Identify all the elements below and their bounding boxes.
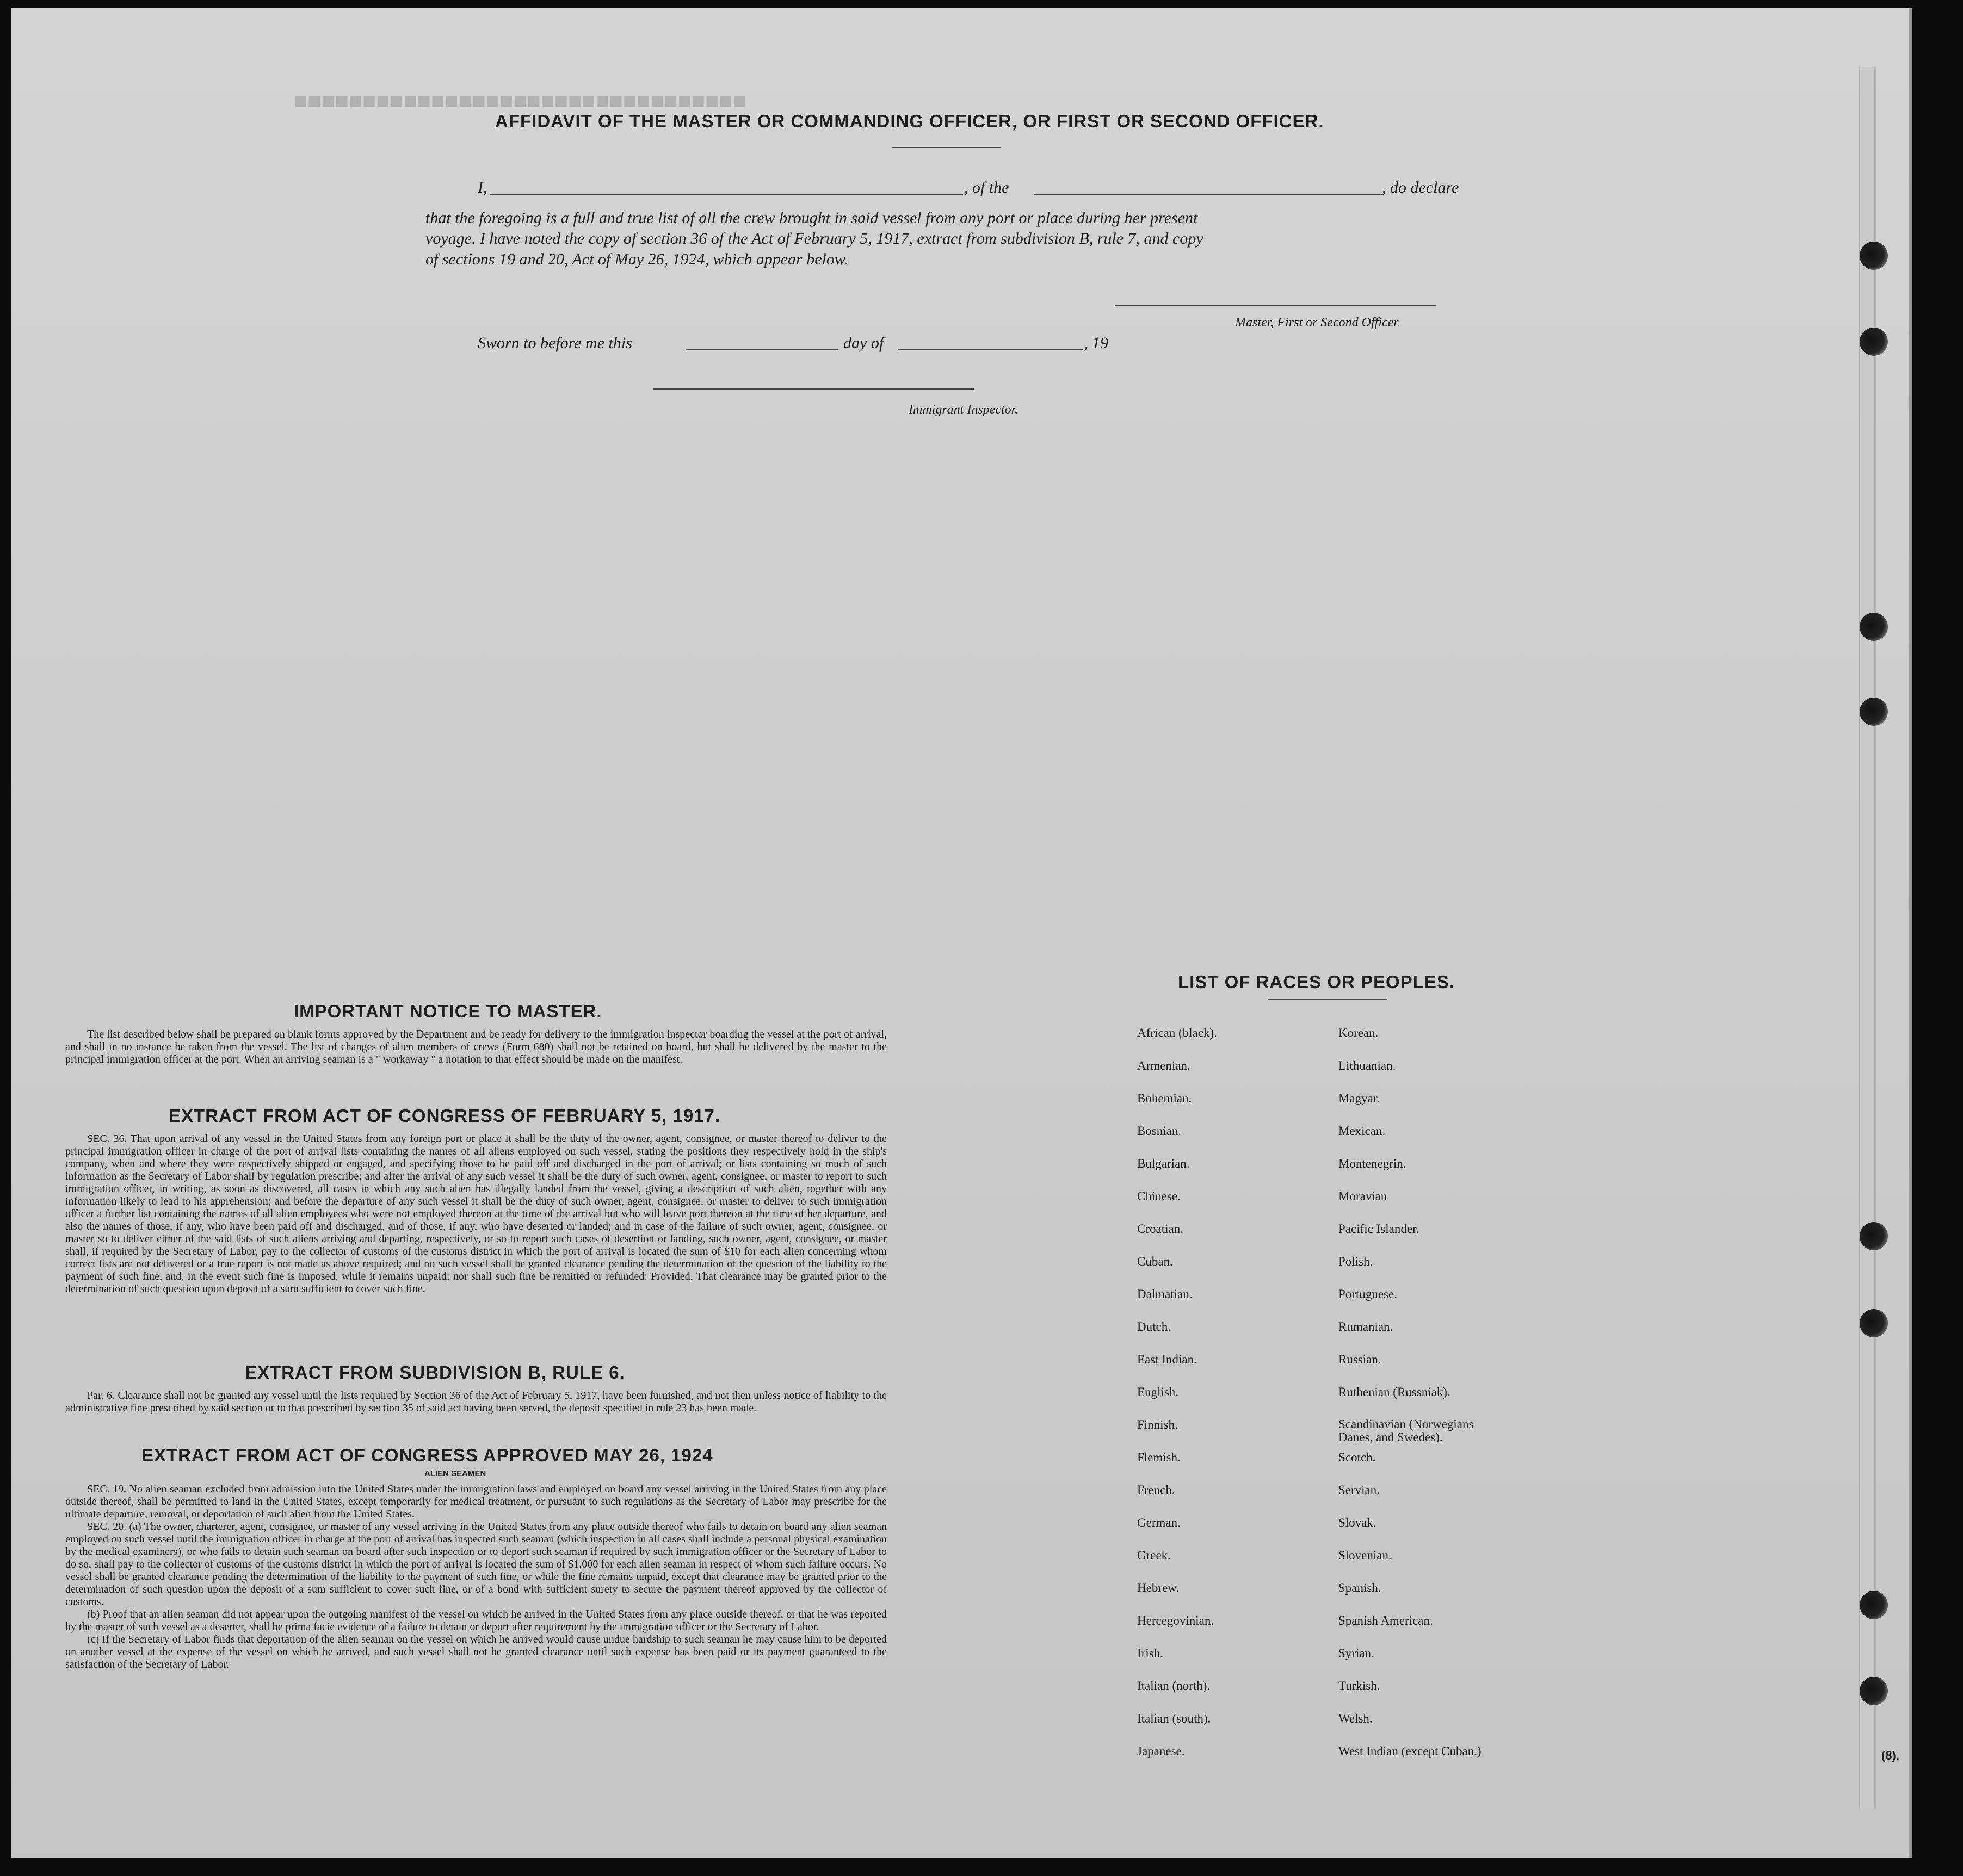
title-rule	[892, 147, 1001, 148]
race-item: Scotch.	[1338, 1451, 1376, 1464]
extract-1924-title: EXTRACT FROM ACT OF CONGRESS APPROVED MAY 26, 1924	[141, 1445, 713, 1465]
race-item: Turkish.	[1338, 1679, 1380, 1693]
notice-body	[65, 1028, 887, 1066]
vessel-name-field[interactable]	[1034, 194, 1382, 195]
declarant-name-field[interactable]	[490, 194, 963, 195]
race-item: French.	[1137, 1483, 1175, 1497]
race-item: Italian (south).	[1137, 1712, 1211, 1725]
races-title: LIST OF RACES OR PEOPLES.	[1178, 972, 1455, 992]
race-item: Moravian	[1338, 1189, 1387, 1203]
binder-hole	[1860, 1309, 1888, 1337]
race-item: Bulgarian.	[1137, 1157, 1190, 1170]
binder-hole	[1860, 242, 1888, 270]
extract-1924-body	[65, 1483, 887, 1671]
affidavit-title: AFFIDAVIT OF THE MASTER OR COMMANDING OFFICER, OR FIRST OR SECOND OFFICER.	[495, 111, 1324, 131]
race-item: Slovenian.	[1338, 1548, 1392, 1562]
sec-20b-text: (b) Proof that an alien seaman did not appear upon the outgoing manifest of the vessel on which he arrived in the United States from any place outside thereof, or that he was reported by the master of such vessel as a deserter, shall be prima facie evidence of a failure to detain or deport after requirement by the immigration officer or the Secretary of Labor.	[65, 1608, 887, 1633]
race-item: Pacific Islander.	[1338, 1222, 1419, 1236]
race-item: Syrian.	[1338, 1646, 1374, 1660]
binder-hole	[1860, 698, 1888, 726]
binder-hole	[1860, 328, 1888, 356]
race-item: English.	[1137, 1385, 1179, 1399]
extract-1924-subtitle: ALIEN SEAMEN	[424, 1469, 486, 1478]
extract-rule6-text: Par. 6. Clearance shall not be granted any vessel until the lists required by Section 36 of the Act of February 5, 1917, have been furnished, and not then unless notice of liability to the administrative fine prescribed by said section or to that prescribed by section 35 of said act having been served, the deposit specified in rule 23 has been made.	[65, 1390, 887, 1414]
race-item: Flemish.	[1137, 1451, 1181, 1464]
race-item: Italian (north).	[1137, 1679, 1211, 1693]
race-item: Spanish.	[1338, 1581, 1381, 1595]
race-item: Mexican.	[1338, 1124, 1386, 1138]
race-item: Cuban.	[1137, 1255, 1173, 1268]
race-item: Lithuanian.	[1338, 1059, 1396, 1072]
extract-1917-title: EXTRACT FROM ACT OF CONGRESS OF FEBRUARY 5, 1917.	[169, 1106, 721, 1126]
declaration-line-1: that the foregoing is a full and true list of all the crew brought in said vessel from any port or place during her present	[425, 209, 1198, 227]
race-item: Chinese.	[1137, 1189, 1181, 1203]
master-signature-caption: Master, First or Second Officer.	[1235, 316, 1400, 330]
declaration-line-3: of sections 19 and 20, Act of May 26, 1924, which appear below.	[425, 250, 849, 268]
race-item: West Indian (except Cuban.)	[1338, 1744, 1481, 1758]
race-item: Finnish.	[1137, 1418, 1178, 1431]
sworn-day-field[interactable]	[686, 349, 838, 350]
affidavit-do-declare: , do declare	[1382, 178, 1459, 196]
inspector-signature-line[interactable]	[653, 388, 974, 390]
race-item: Spanish American.	[1338, 1614, 1433, 1627]
binder-hole	[1860, 1591, 1888, 1619]
races-left-column	[1137, 1026, 1311, 1777]
race-item: Russian.	[1338, 1353, 1381, 1366]
affidavit-i-label: I,	[478, 178, 487, 196]
affidavit-of-the: , of the	[964, 178, 1009, 196]
race-item: Magyar.	[1338, 1091, 1380, 1105]
race-item: East Indian.	[1137, 1353, 1197, 1366]
race-item: German.	[1137, 1516, 1181, 1529]
race-item: Irish.	[1137, 1646, 1163, 1660]
race-item: Servian.	[1338, 1483, 1380, 1497]
race-item: Dutch.	[1137, 1320, 1171, 1334]
race-item: Hebrew.	[1137, 1581, 1180, 1595]
sworn-month-field[interactable]	[898, 349, 1083, 350]
race-item: Bohemian.	[1137, 1091, 1192, 1105]
extract-rule6-title: EXTRACT FROM SUBDIVISION B, RULE 6.	[245, 1362, 625, 1383]
form-page	[11, 8, 1912, 1858]
race-item: Ruthenian (Russniak).	[1338, 1385, 1450, 1399]
extract-1917-body	[65, 1133, 887, 1295]
year-prefix: , 19	[1084, 334, 1108, 352]
race-item: Rumanian.	[1338, 1320, 1393, 1334]
race-item: Scandinavian (Norwegians Danes, and Swedes).	[1338, 1417, 1474, 1444]
margin-mark: (8).	[1881, 1749, 1899, 1762]
master-signature-line[interactable]	[1115, 305, 1436, 306]
binder-hole	[1860, 613, 1888, 641]
race-item: Portuguese.	[1338, 1287, 1397, 1301]
race-item: Dalmatian.	[1137, 1287, 1193, 1301]
sworn-label: Sworn to before me this	[478, 334, 632, 352]
binder-hole	[1860, 1677, 1888, 1705]
race-item: Japanese.	[1137, 1744, 1185, 1758]
race-item: Armenian.	[1137, 1059, 1190, 1072]
race-item: Greek.	[1137, 1548, 1171, 1562]
races-title-rule	[1268, 999, 1387, 1000]
show-through-text: ■■■■■■■■■■■■■■■■■■■■■■■■■■■■■■■■■	[294, 89, 746, 115]
race-item: Welsh.	[1338, 1712, 1373, 1725]
race-item: Korean.	[1338, 1026, 1379, 1040]
sec-20a-text: SEC. 20. (a) The owner, charterer, agent, consignee, or master of any vessel arriving in the United States from any place outside thereof who fails to detain on board any alien seaman employed on such vessel until the immigration officer in charge at the port of arrival has inspected such seaman (which inspection in all cases shall include a personal physical examination by the medical examiners), or who fails to detain such seaman on board after such inspection or to deport such seaman if required by such immigration officer or the Secretary of Labor to do so, shall pay to the collector of customs of the customs district in which the port of arrival is located the sum of $1,000 for each alien seaman in respect of whom such failure occurs. No vessel shall be granted clearance pending the determination of the liability to the payment of such fine, or while the fine remains unpaid, except that clearance may be granted prior to the determination of such question upon the deposit of a sum sufficient to cover such fine, or of a bond with sufficient surety to secure the payment thereof approved by the collector of customs.	[65, 1521, 887, 1608]
races-right-column	[1338, 1026, 1567, 1777]
race-item: Bosnian.	[1137, 1124, 1182, 1138]
extract-rule6-body	[65, 1390, 887, 1415]
race-item: Montenegrin.	[1338, 1157, 1406, 1170]
race-item: Hercegovinian.	[1137, 1614, 1214, 1627]
notice-text: The list described below shall be prepared on blank forms approved by the Department and be ready for delivery to the immigration inspector boarding the vessel at the port of arrival, and shall in no instance be taken from the vessel. The list of changes of alien members of crews (Form 680) shall not be retained on board, but shall be delivered by the master to the principal immigration officer at the port. When an arriving seaman is a " workaway " a notation to that effect should be made on the manifest.	[65, 1028, 887, 1065]
day-of-label: day of	[843, 334, 884, 352]
race-item: Croatian.	[1137, 1222, 1183, 1236]
extract-1917-text: SEC. 36. That upon arrival of any vessel in the United States from any foreign port or place it shall be the duty of the owner, agent, consignee, or master thereof to deliver to the principal immigration officer in charge of the port of arrival lists containing the names of all aliens employed on such vessel, stating the positions they respectively hold in the ship's company, when and where they were respectively shipped or engaged, and specifying those to be paid off and discharged in the port of arrival; or lists containing so much of such information as the Secretary of Labor shall by regulation prescribe; and after the arrival of any such vessel it shall be the duty of such owner, agent, consignee, or master to report to such immigration officer, in writing, as soon as discovered, all cases in which any such alien has illegally landed from the vessel, giving a description of such alien, together with any information likely to lead to his apprehension; and before the departure of any such vessel it shall be the duty of such owner, agent, consignee, or master to deliver to such immigration officer a further list containing the names of all alien employees who were not employed thereon at the time of the arrival but who will leave port thereon at the time of her departure, and also the names of those, if any, who have been paid off and discharged, and of those, if any, who have deserted or landed; and in case of the failure of such owner, agent, consignee, or master so to deliver either of the said lists of such aliens arriving and departing, respectively, or so to report such cases of desertion or landing, such owner, agent, consignee, or master shall, if required by the Secretary of Labor, pay to the collector of customs of the customs district in which the port of arrival is located the sum of $10 for each alien concerning whom correct lists are not delivered or a true report is not made as above required; and no such vessel shall be granted clearance pending the determination of the question of the liability to the payment of such fine, and, in the event such fine is imposed, while it remains unpaid; nor shall such fine be remitted or refunded: Provided, That clearance may be granted prior to the determination of such question upon deposit of a sum sufficient to cover such fine.	[65, 1133, 887, 1295]
race-item: Polish.	[1338, 1255, 1373, 1268]
inspector-caption: Immigrant Inspector.	[909, 403, 1018, 417]
race-item: Slovak.	[1338, 1516, 1376, 1529]
binder-hole	[1860, 1222, 1888, 1250]
race-item: African (black).	[1137, 1026, 1217, 1040]
declaration-line-2: voyage. I have noted the copy of section 36 of the Act of February 5, 1917, extract from subdivision B, rule 7, and copy	[425, 230, 1203, 248]
notice-title: IMPORTANT NOTICE TO MASTER.	[294, 1001, 602, 1021]
sec-20c-text: (c) If the Secretary of Labor finds that deportation of the alien seaman on the vessel on which he arrived would cause undue hardship to such seaman he may cause him to be deported on another vessel at the expense of the vessel on which he arrived, and such vessel shall not be granted clearance until such expense has been paid or its payment guaranteed to the satisfaction of the Secretary of Labor.	[65, 1633, 887, 1670]
sec-19-text: SEC. 19. No alien seaman excluded from admission into the United States under the immigration laws and employed on board any vessel arriving in the United States from any place outside thereof, shall be permitted to land in the United States, except temporarily for medical treatment, or pursuant to such regulations as the Secretary of Labor may prescribe for the ultimate departure, removal, or deportation of such alien from the United States.	[65, 1483, 887, 1520]
